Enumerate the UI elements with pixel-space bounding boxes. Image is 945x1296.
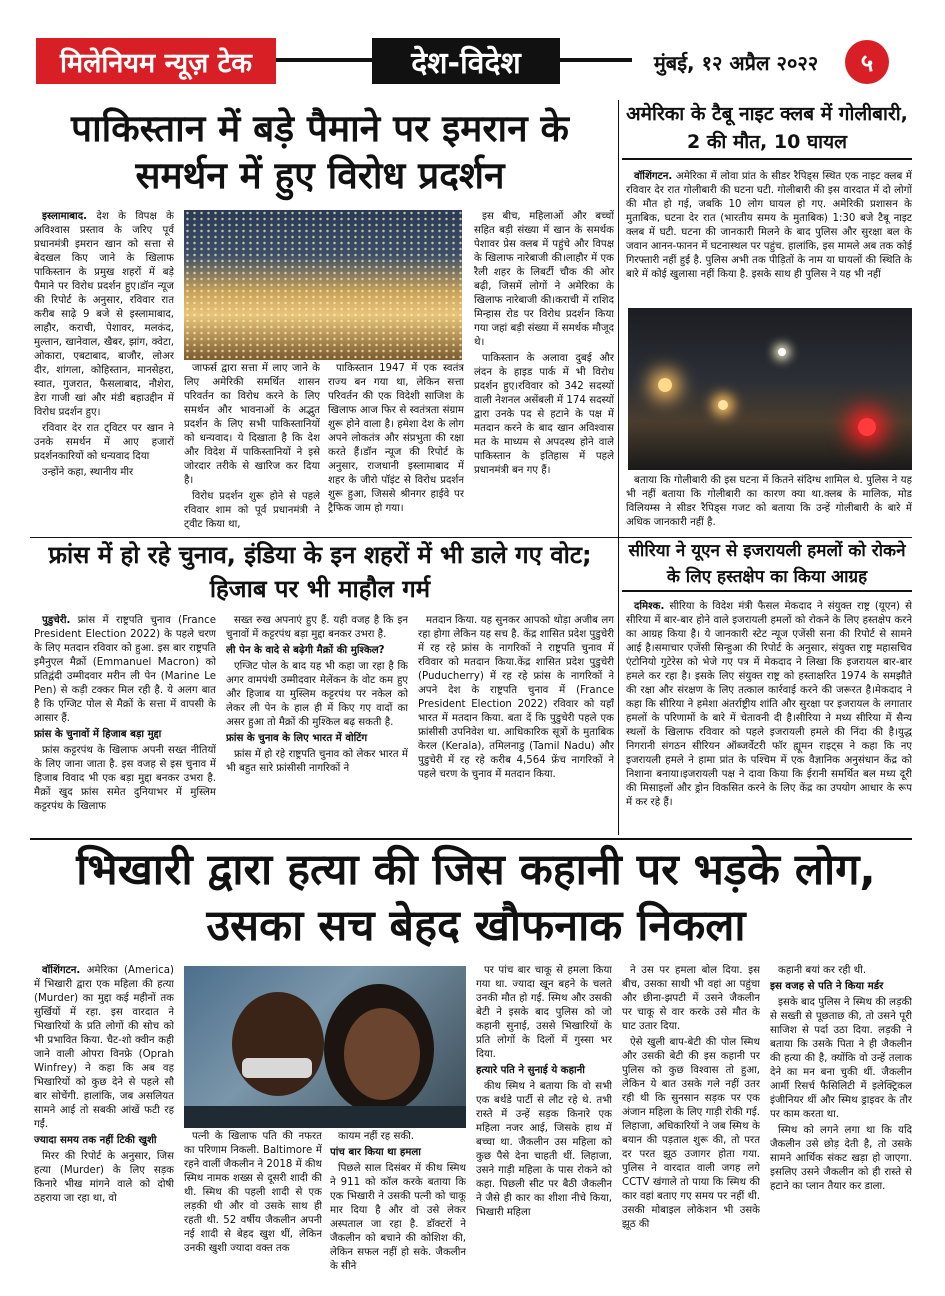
- beggar-headline: भिखारी द्वारा हत्या की जिस कहानी पर भड़के लोग, उसका सच बेहद खौफनाक निकला: [76, 845, 876, 951]
- usa-body-top: [626, 170, 912, 306]
- subheading: ली पेन के वादे से बढ़ेगी मैक्रों की मुश्किल?: [226, 645, 385, 656]
- paragraph: फ्रांस में राष्ट्रपति चुनाव (France President Election 2022) के पहले चरण के लिए मतदान रविवार को हुआ. इस बार राष्ट्रपति इमैनुएल मैक्रों (Emmanuel Macron) को प्रतिद्वंदी उम्मीदवार मरीन ली पेन (Marine Le Pen) से कड़ी टक्कर मिल रही है. ये अलग बात है कि एग्जिट पोल से मैक्रों के सत्ता में वापसी के आसार हैं.: [34, 615, 216, 724]
- dateline: दमिश्क.: [634, 601, 665, 612]
- paragraph: पिछले साल दिसंबर में कीथ स्मिथ ने 911 को कॉल करके बताया कि एक भिखारी ने उसकी पत्नी को चाकू मार दिया है और वो उसे लेकर अस्पताल जा रहा है. डॉक्टरों ने जैकलीन को बचाने की कोशिश की, लेकिन सफल नहीं हो सके. जैकलीन के सीने: [330, 1163, 466, 1272]
- france-column-3: [418, 614, 614, 836]
- beggar-column-3: [330, 1130, 466, 1286]
- pakistan-headline: पाकिस्तान में बड़े पैमाने पर इमरान के समर्थन में हुए विरोध प्रदर्शन: [71, 107, 569, 197]
- paragraph: इसके बाद पुलिस ने स्मिथ की लड़की से सख्ती से पूछताछ की, तो उसने पूरी साजिश से पर्दा उठा दिया. लड़की ने बताया कि उसके पिता ने ही जैकलीन की हत्या की है, क्योंकि वो उन्हें तलाक देने का मन बना चुकी थीं. जैकलीन आर्मी रिसर्च फैसिलिटी में इलेक्ट्रिकल इंजीनियर थीं और स्मिथ ड्राइवर के तौर पर काम करता था.: [770, 997, 912, 1120]
- usa-body-bottom: [626, 474, 912, 536]
- subheading: ज्यादा समय तक नहीं टिकी खुशी: [34, 1135, 157, 1146]
- page-number-badge: ५: [845, 40, 889, 84]
- subheading: हत्यारे पति ने सुनाई ये कहानी: [476, 1065, 585, 1076]
- nightclub-photo: [628, 308, 912, 470]
- paragraph: कायम नहीं रह सकी.: [338, 1131, 415, 1142]
- beggar-column-2: [184, 1130, 322, 1286]
- france-column-1: [34, 614, 216, 836]
- usa-headline: अमेरिका के टैबू नाइट क्लब में गोलीबारी, 2 की मौत, 10 घायल: [622, 100, 912, 160]
- paragraph: फ्रांस में हो रहे राष्ट्रपति चुनाव को लेकर भारत में भी बहुत सारे फ्रांसीसी नागरिकों ने: [226, 749, 408, 774]
- subheading: पांच बार किया था हमला: [330, 1147, 421, 1158]
- paragraph: जाफर्स द्वारा सत्ता में लाए जाने के लिए अमेरिकी समर्थित शासन परिवर्तन का विरोध करने के लिए समर्थन और भावनाओं के अद्भुत प्रदर्शन के लिए सभी पाकिस्तानियों को धन्यवाद। ये दिखाता है कि देश और विदेश में पाकिस्तानियों ने इसे जोरदार तरीके से खारिज कर दिया है।: [184, 363, 320, 486]
- masthead-rule: [276, 58, 372, 62]
- paragraph: कहानी बयां कर रही थी.: [778, 965, 867, 976]
- newspaper-brand: मिलेनियम न्यूज़ टेक: [36, 38, 276, 84]
- paragraph: पत्नी के खिलाफ पति की नफरत का परिणाम निकली. Baltimore में रहने वालीं जैकलीन ने 2018 में कीथ स्मिथ नामक शख्स से दूसरी शादी की थी. स्मिथ की पहली शादी से एक लड़की थी और वो उसके साथ ही रहती थी. 52 वर्षीय जैकलीन अपनी नई शादी से बेहद खुश थीं, लेकिन उनकी खुशी ज्यादा वक्त तक: [184, 1131, 322, 1254]
- paragraph: पाकिस्तान के अलावा दुबई और लंदन के हाइड पार्क में भी विरोध प्रदर्शन हुए।रविवार को 342 सदस्यों वाली नेशनल असेंबली में 174 सदस्यों द्वारा उनके पद से हटाने के पक्ष में मतदान करने के बाद खान अविश्वास मत के माध्यम से अपदस्थ होने वाले पाकिस्तान के इतिहास में पहले प्रधानमंत्री बन गए हैं।: [474, 353, 614, 476]
- pakistan-column-2: [184, 362, 320, 538]
- paragraph: इस बीच, महिलाओं और बच्चों सहित बड़ी संख्या में खान के समर्थक पेशावर प्रेस क्लब में पहुंचे और विपक्ष के खिलाफ नारेबाजी की।लाहौर में एक रैली शहर के लिबर्टी चौक की ओर बढ़ी, जिसमें लोगों ने अमेरिका के खिलाफ नारेबाजी की।कराची में राशिद मिन्हास रोड पर विरोध प्रदर्शन किया गया जहां बड़ी संख्या में समर्थक मौजूद थे।: [474, 211, 614, 348]
- pakistan-column-3: [328, 362, 464, 538]
- paragraph: एग्जिट पोल के बाद यह भी कहा जा रहा है कि अगर वामपंथी उम्मीदवार मेलेंकन के वोट कम हुए और हिजाब या मुस्लिम कट्टरपंथ पर नकेल को लेकर ली पेन के हाल ही में किए गए वादों का असर हुआ तो मैक्रों की मुश्किल बढ़ सकती है.: [226, 661, 408, 728]
- paragraph: ने उस पर हमला बोल दिया. इस बीच, उसका साथी भी वहां आ पहुंचा और छीना-झपटी में उसने जैकलीन पर चाकू से वार करके उसे मौत के घाट उतार दिया.: [622, 965, 760, 1032]
- beggar-column-6: [770, 964, 912, 1286]
- dateline: वॉशिंगटन.: [42, 965, 81, 976]
- syria-body: [626, 600, 912, 836]
- paragraph: सीरिया के विदेश मंत्री फैसल मेकदाद ने संयुक्त राष्ट्र (यूएन) से सीरिया में बार-बार होने वाले इजरायली हमलों को रोकने के लिए हस्तक्षेप करने का आग्रह किया है। ये जानकारी स्टेट न्यूज एजेंसी सना की रिपोर्ट से सामने आई है।समाचार एजेंसी सिन्हुआ की रिपोर्ट के अनुसार, संयुक्त राष्ट्र महासचिव एंटोनियो गुटेरेस को भेजे गए पत्र में मेकदाद ने लिखा कि इजरायल बार-बार हमले कर रहा है। इसके लिए संयुक्त राष्ट्र को हस्ताक्षरित 1974 के समझौते की रक्षा और संरक्षण के लिए तत्काल कार्रवाई करने की जरूरत है।मेकदाद ने कहा कि सीरिया ने हमेशा अंतर्राष्ट्रीय शांति और सुरक्षा पर इजरायल के लगातार हमलों के परिणामों के बारे में चेतावनी दी है।सीरिया ने मध्य सीरिया में सैन्य स्थलों के खिलाफ रविवार को पहले इजरायली हमले की निंदा की है।युद्ध निगरानी संगठन सीरियन ऑब्जर्वेटरी फॉर ह्यूमन राइट्स ने कहा कि नए इजरायली हमले ने हामा प्रांत के पश्चिम में एक वैज्ञानिक अनुसंधान केंद्र को निशाना बनाया।इजरायली पक्ष ने दावा किया कि ईरानी समर्थित बल मध्य दूरी की मिसाइलों और ड्रोन विकसित करने के लिए केंद्र का उपयोग आधार के रूप में कर रहे हैं।: [626, 601, 912, 808]
- paragraph: कीथ स्मिथ ने बताया कि वो सभी एक बर्थडे पार्टी से लौट रहे थे. तभी रास्ते में उन्हें सड़क किनारे एक महिला नजर आई, जिसके हाथ में बच्चा था. जैकलीन उस महिला को कुछ पैसे देना चाहती थीं. लिहाजा, उसने गाड़ी महिला के पास रोकने को कहा. पिछली सीट पर बैठी जैकलीन ने जैसे ही कार का शीशा नीचे किया, भिखारी महिला: [476, 1081, 612, 1218]
- beggar-column-1: [34, 964, 174, 1286]
- paragraph: उन्होंने कहा, स्थानीय मीर: [42, 467, 134, 478]
- beggar-column-5: [622, 964, 760, 1286]
- pakistan-column-4: [474, 210, 614, 536]
- subheading: फ्रांस के चुनावों में हिजाब बड़ा मुद्दा: [34, 729, 162, 740]
- paragraph: पर पांच बार चाकू से हमला किया गया था. ज्यादा खून बहने के चलते उनकी मौत हो गई. स्मिथ और उसकी बेटी ने इसके बाद पुलिस को जो कहानी सुनाई, उससे भिखारियों के प्रति लोगों के दिलों में गुस्सा भर दिया.: [476, 965, 612, 1060]
- pakistan-column-1: [34, 210, 174, 536]
- protest-crowd-photo: [184, 210, 462, 360]
- masthead-rule: [560, 58, 632, 62]
- paragraph: अमेरिका (America) में भिखारी द्वारा एक महिला की हत्या (Murder) का मुद्दा कई महीनों तक सुर्खियों में रहा. इस वारदात ने भिखारियों के प्रति लोगों की सोच को भी प्रभावित किया. चैट-शो क्वीन कही जाने वाली ओपरा विनफ्रे (Oprah Winfrey) ने कहा कि अब वह भिखारियों को कुछ देने से पहले सौ बार सोचेंगी. हालांकि, जब असलियत सामने आई तो सबकी आंखें फटी रह गईं.: [34, 965, 174, 1130]
- beggar-column-4: [476, 964, 612, 1286]
- france-headline: फ्रांस में हो रहे चुनाव, इंडिया के इन शहरों में भी डाले गए वोट; हिजाब पर भी माहौल गर्म: [48, 541, 592, 603]
- paragraph: मिरर की रिपोर्ट के अनुसार, जिस हत्या (Murder) के लिए सड़क किनारे भीख मांगने वाले को दोषी ठहराया जा रहा था, वो: [34, 1151, 174, 1204]
- paragraph: स्मिथ को लगने लगा था कि यदि जैकलीन उसे छोड़ देती है, तो उसके सामने आर्थिक संकट खड़ा हो जाएगा. इसलिए उसने जैकलीन को ही रास्ते से हटाने का प्लान तैयार कर डाला.: [770, 1125, 912, 1192]
- paragraph: रविवार देर रात ट्विटर पर खान ने उनके समर्थन में आए हजारों प्रदर्शनकारियों को धन्यवाद दिया: [34, 423, 174, 462]
- couple-photo: [184, 966, 466, 1128]
- paragraph: सख्त रुख अपनाएं हुए हैं. यही वजह है कि इन चुनावों में कट्टरपंथ बड़ा मुद्दा बनकर उभरा है.: [226, 615, 408, 640]
- dateline: पुडुचेरी.: [42, 615, 71, 626]
- paragraph: विरोध प्रदर्शन शुरू होने से पहले रविवार शाम को पूर्व प्रधानमंत्री ने ट्वीट किया था,: [184, 491, 320, 530]
- paragraph: देश के विपक्ष के अविश्वास प्रस्ताव के जरिए पूर्व प्रधानमंत्री इमरान खान को सत्ता से बेदखल किए जाने के खिलाफ पाकिस्तान के प्रमुख शहरों में बड़े पैमाने पर विरोध प्रदर्शन हुए।डॉन न्यूज की रिपोर्ट के अनुसार, रविवार रात करीब साढ़े 9 बजे से इस्लामाबाद, लाहौर, कराची, पेशावर, मलकंद, मुल्तान, खानेवाल, खैबर, झांग, क्वेटा, ओकारा, एबटाबाद, बाजौर, लोअर दीर, शांगला, कोहिस्तान, मानसेहरा, स्वात, गुजरात, फैसलाबाद, नौशेरा, डेरा गाजी खां और मंडी बहाउद्दीन में विरोध प्रदर्शन हुए।: [34, 211, 174, 418]
- dateline: वॉशिंगटन.: [634, 171, 673, 182]
- issue-date: मुंबई, १२ अप्रैल २०२२: [653, 50, 819, 75]
- subheading: फ्रांस के चुनाव के लिए भारत में वोटिंग: [226, 733, 368, 744]
- column-divider: [618, 100, 619, 835]
- paragraph: ऐसे खुली बाप-बेटी की पोल स्मिथ और उसकी बेटी की इस कहानी पर पुलिस को कुछ विश्वास तो हुआ, लेकिन ये बात उसके गले नहीं उतर रही थी कि सुनसान सड़क पर एक अंजान महिला के लिए गाड़ी रोकी गई. लिहाजा, अधिकारियों ने जब स्मिथ के बयान की पड़ताल शुरू की, तो परत दर परत झूठ उजागर होता गया. पुलिस ने वारदात वाली जगह लगे CCTV खंगाले तो पाया कि स्मिथ की कार वहां बताए गए समय पर नहीं थी. उसकी मोबाइल लोकेशन भी उसके झूठ की: [622, 1037, 760, 1230]
- dateline: इस्लामाबाद.: [42, 211, 87, 222]
- row-divider: [30, 838, 912, 840]
- paragraph: फ्रांस कट्टरपंथ के खिलाफ अपनी सख्त नीतियों के लिए जाना जाता है. इस वजह से इस चुनाव में हिजाब विवाद भी एक बड़ा मुद्दा बनकर उभरा है. मैक्रों खुद फ्रांस समेत दुनियाभर में मुस्लिम कट्टरपंथ के खिलाफ: [34, 745, 216, 812]
- syria-headline: सीरिया ने यूएन से इजरायली हमलों को रोकने के लिए हस्तक्षेप का किया आग्रह: [622, 538, 912, 592]
- france-column-2: [226, 614, 408, 836]
- subheading: इस वजह से पति ने किया मर्डर: [770, 981, 884, 992]
- paragraph: पाकिस्तान 1947 में एक स्वतंत्र राज्य बन गया था, लेकिन सत्ता परिवर्तन की एक विदेशी साजिश के खिलाफ आज फिर से स्वतंत्रता संग्राम शुरू होने वाला है। हमेशा देश के लोग अपने लोकतंत्र और संप्रभुता की रक्षा करते हैं।डॉन न्यूज की रिपोर्ट के अनुसार, राजधानी इस्लामाबाद में शहर के जीरो पॉइंट से विरोध प्रदर्शन शुरू हुआ, जिससे श्रीनगर हाईवे पर ट्रैफिक जाम हो गया।: [328, 363, 464, 514]
- paragraph: मतदान किया. यह सुनकर आपको थोड़ा अजीब लग रहा होगा लेकिन यह सच है. केंद्र शासित प्रदेश पुडुचेरी में रह रहे फ्रांस के नागरिकों ने राष्ट्रपति चुनाव में रविवार को मतदान किया.केंद्र शासित प्रदेश पुडुचेरी (Puducherry) में रह रहे फ्रांस के नागरिकों ने अपने देश के राष्ट्रपति चुनाव में (France President Election 2022) रविवार को यहाँ भारत में मतदान किया. बता दें कि पुडुचेरी पहले एक फ्रांसीसी उपनिवेश था. आधिकारिक सूत्रों के मुताबिक केरल (Kerala), तमिलनाडु (Tamil Nadu) और पुडुचेरी में रह रहे करीब 4,564 फ्रेंच नागरिकों ने पहले चरण के चुनाव में मतदान किया.: [418, 615, 614, 780]
- paragraph: बताया कि गोलीबारी की इस घटना में कितने संदिग्ध शामिल थे. पुलिस ने यह भी नहीं बताया कि गोलीबारी का कारण क्या था.क्लब के मालिक, मोड विलियम्स ने सीडर रैपिड्स गजट को बताया कि उन्हें गोलीबारी के बारे में अधिक जानकारी नहीं है.: [626, 475, 912, 528]
- paragraph: अमेरिका में लोवा प्रांत के सीडर रैपिड्स स्थित एक नाइट क्लब में रविवार देर रात गोलीबारी की घटना घटी. गोलीबारी की इस वारदात में दो लोगों की मौत हो गई, जबकि 10 लोग घायल हो गए. अमेरिकी प्रशासन के मुताबिक, घटना देर रात (भारतीय समय के मुताबिक) 1:30 बजे टैबू नाइट क्लब में घटी. घटना की जानकारी मिलने के बाद पुलिस और सुरक्षा बल के जवान आनन-फानन में घटनास्थल पर पहुंच. हालांकि, इस मामले अब तक कोई गिरफ्तारी नहीं हुई है. पुलिस अभी तक पीड़ितों के नाम या घायलों की स्थिति के बारे में कोई खुलासा नहीं किया है. इसके साथ ही पुलिस ने यह भी नहीं: [626, 171, 912, 280]
- section-title: देश-विदेश: [372, 38, 560, 84]
